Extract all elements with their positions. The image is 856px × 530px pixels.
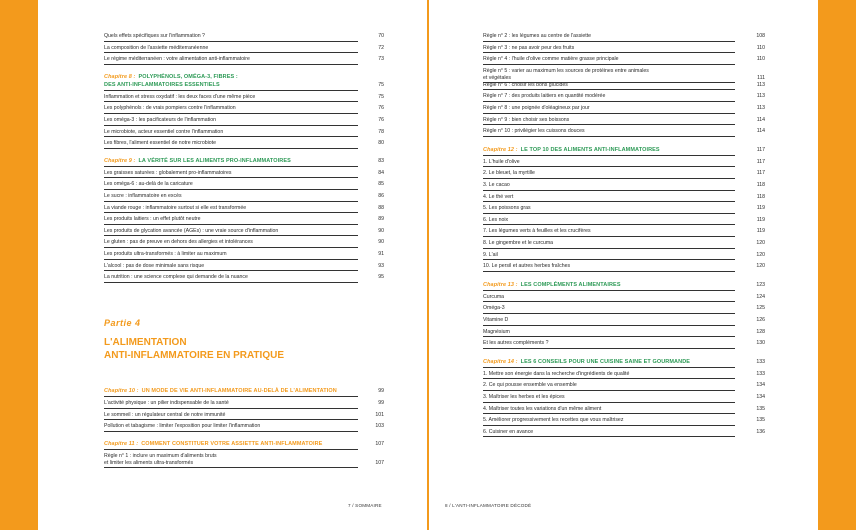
- toc-entry-title: 2. Ce qui pousse ensemble va ensemble: [483, 382, 577, 389]
- toc-entry-page: 103: [375, 423, 384, 430]
- toc-entry[interactable]: [38, 412, 427, 419]
- toc-entry-title: Les oméga-6 : au-delà de la caricature: [104, 181, 193, 188]
- toc-entry[interactable]: [429, 263, 818, 270]
- toc-underline: [104, 235, 358, 236]
- toc-entry-continued: [429, 75, 818, 82]
- chapter-page-number: 107: [375, 440, 384, 447]
- toc-underline: [104, 113, 358, 114]
- toc-underline: [104, 270, 358, 271]
- chapter-title: UN MODE DE VIE ANTI-INFLAMMATOIRE AU-DELÀ DE L'ALIMENTATION: [141, 388, 337, 394]
- part-label: Partie 4: [104, 318, 141, 328]
- toc-entry-page: 114: [756, 116, 765, 123]
- toc-entry-title: Règle n° 8 : une poignée d'oléagineux par jour: [483, 105, 590, 111]
- toc-entry[interactable]: [429, 68, 818, 75]
- chapter-number: Chapitre 11 :: [104, 440, 139, 447]
- toc-underline: [483, 190, 735, 191]
- toc-underline: [483, 436, 735, 437]
- toc-entry-title: Les polyphénols : de vrais pompiers contre l'inflammation: [104, 105, 236, 112]
- right-footer: 8 / L'ANTI-INFLAMMATOIRE DÉCODÉ: [445, 503, 532, 508]
- toc-entry[interactable]: [429, 294, 818, 301]
- toc-underline: [483, 313, 735, 314]
- toc-entry[interactable]: [429, 82, 818, 89]
- toc-underline: [104, 212, 358, 213]
- toc-entry-title: 2. Le bleuet, la myrtille: [483, 170, 535, 177]
- toc-entry-page: 84: [378, 169, 384, 176]
- toc-entry[interactable]: [38, 228, 427, 235]
- toc-entry-page: 134: [756, 382, 765, 389]
- toc-entry-page: 114: [756, 128, 765, 135]
- toc-entry[interactable]: [38, 170, 427, 177]
- toc-entry-page: 120: [756, 240, 765, 246]
- toc-entry-title: Et les autres compléments ?: [483, 340, 549, 347]
- toc-entry[interactable]: [429, 33, 818, 40]
- toc-underline: [483, 425, 735, 426]
- toc-entry-title: 6. Les noix: [483, 216, 509, 223]
- toc-entry-title: Le gluten : pas de preuve en dehors des allergies et intolérances: [104, 239, 253, 246]
- toc-entry-page: 118: [756, 193, 765, 200]
- toc-entry-title: Règle n° 2 : les légumes au centre de l'assiette: [483, 33, 592, 39]
- toc-entry-page: 72: [378, 44, 384, 51]
- toc-underline: [483, 101, 735, 102]
- toc-entry-continued: [38, 460, 427, 467]
- toc-underline: [104, 136, 358, 137]
- toc-entry-title: Quels effets spécifiques sur l'inflammation ?: [104, 33, 205, 39]
- toc-entry-page: 88: [378, 204, 384, 211]
- toc-entry-title: 1. Mettre son énergie dans la recherche d'ingrédients de qualité: [483, 370, 630, 377]
- toc-entry-page: 86: [378, 193, 384, 199]
- toc-entry-title: L'alcool : pas de dose minimale sans risque: [104, 262, 205, 269]
- toc-underline: [483, 89, 735, 90]
- toc-entry[interactable]: [429, 117, 818, 124]
- toc-entry-title: Pollution et tabagisme : limiter l'exposition pour limiter l'inflammation: [104, 423, 261, 430]
- chapter-underline: [104, 166, 358, 167]
- toc-entry-page: 76: [378, 117, 384, 123]
- toc-entry-title: Règle n° 10 : privilégier les cuissons douces: [483, 128, 585, 135]
- toc-underline: [483, 248, 735, 249]
- toc-entry[interactable]: [38, 45, 427, 52]
- chapter-page: [429, 282, 818, 289]
- toc-entry-title: Les graisses saturées : globalement pro-inflammatoires: [104, 169, 232, 176]
- toc-entry-title: 4. Le thé vert: [483, 193, 514, 200]
- part-title-2: ANTI-INFLAMMATOIRE EN PRATIQUE: [104, 350, 284, 361]
- toc-entry-title: 5. Les poissons gras: [483, 205, 531, 212]
- toc-entry[interactable]: [429, 182, 818, 189]
- toc-entry-title: Le sommeil : un régulateur central de notre immunité: [104, 411, 226, 418]
- toc-entry-page: 73: [378, 56, 384, 63]
- toc-entry[interactable]: [429, 56, 818, 63]
- toc-entry-page: 76: [378, 105, 384, 112]
- toc-entry-title: 6. Cuisiner en avance: [483, 428, 534, 435]
- toc-entry-title: Règle n° 3 : ne pas avoir peur des fruits: [483, 44, 575, 51]
- chapter-page-number: 75: [378, 81, 384, 88]
- toc-entry-page: 89: [378, 216, 384, 223]
- toc-entry-title: Règle n° 1 : inclure un maximum d'aliments bruts: [104, 452, 217, 459]
- chapter-page: [429, 359, 818, 366]
- toc-underline: [104, 125, 358, 126]
- toc-entry[interactable]: [429, 205, 818, 212]
- toc-entry-title-2: et végétales: [483, 74, 511, 81]
- toc-entry-title: Règle n° 5 : varier au maximum les sources de protéines entre animales: [483, 67, 649, 74]
- toc-entry[interactable]: [429, 252, 818, 259]
- toc-entry-title: Les oméga-3 : les pacificateurs de l'inflammation: [104, 117, 216, 123]
- toc-entry[interactable]: [38, 56, 427, 63]
- chapter-page: [38, 158, 427, 165]
- chapter-title: LA VÉRITÉ SUR LES ALIMENTS PRO-INFLAMMATOIRES: [138, 157, 291, 164]
- toc-entry-page: 125: [756, 305, 765, 312]
- chapter-page: [38, 82, 427, 89]
- toc-entry[interactable]: [38, 453, 427, 460]
- chapter-number: Chapitre 14 :: [483, 358, 518, 365]
- toc-entry-title: La composition de l'assiette méditerranéenne: [104, 44, 209, 51]
- chapter-page-number: 117: [756, 146, 765, 153]
- toc-entry-title: Les produits ultra-transformés : à limiter au maximum: [104, 251, 227, 257]
- toc-entry-page: 108: [756, 33, 765, 39]
- toc-entry-page: 136: [756, 428, 765, 435]
- toc-entry[interactable]: [429, 194, 818, 201]
- toc-entry[interactable]: [429, 417, 818, 424]
- toc-entry-page: 95: [378, 274, 384, 281]
- toc-entry-page: 117: [756, 170, 765, 177]
- toc-underline: [483, 41, 735, 42]
- toc-entry[interactable]: [38, 140, 427, 147]
- toc-entry-page: 119: [756, 205, 765, 212]
- toc-entry-page: 80: [378, 140, 384, 147]
- toc-underline: [483, 201, 735, 202]
- toc-entry-title: Magnésium: [483, 328, 510, 335]
- toc-entry-title: Les produits de glycation avancée (AGEs) : une vraie source d'inflammation: [104, 227, 279, 234]
- chapter-number: Chapitre 9 :: [104, 157, 136, 164]
- chapter-page-number: 133: [756, 358, 765, 365]
- toc-entry[interactable]: [38, 117, 427, 124]
- toc-entry[interactable]: [429, 128, 818, 135]
- chapter-title: COMMENT CONSTITUER VOTRE ASSIETTE ANTI-INFLAMMATOIRE: [141, 440, 323, 447]
- chapter-number: Chapitre 12 :: [483, 146, 518, 153]
- chapter-page: [38, 388, 427, 395]
- chapter-title: LE TOP 10 DES ALIMENTS ANTI-INFLAMMATOIRES: [520, 146, 660, 153]
- toc-entry-title: Inflammation et stress oxydatif : les deux faces d'une même pièce: [104, 93, 256, 100]
- chapter-title: LES COMPLÉMENTS ALIMENTAIRES: [520, 281, 621, 288]
- toc-entry[interactable]: [429, 305, 818, 312]
- left-footer: 7 / SOMMAIRE: [348, 503, 382, 508]
- toc-underline: [483, 166, 735, 167]
- chapter-underline: [483, 367, 735, 368]
- toc-entry[interactable]: [38, 94, 427, 101]
- toc-underline: [104, 224, 358, 225]
- chapter-underline: [483, 155, 735, 156]
- toc-entry[interactable]: [38, 274, 427, 281]
- toc-underline: [104, 282, 358, 283]
- toc-entry[interactable]: [429, 371, 818, 378]
- toc-entry[interactable]: [429, 394, 818, 401]
- toc-entry-page: 78: [378, 128, 384, 135]
- toc-entry-page: 70: [378, 33, 384, 39]
- toc-underline: [104, 467, 358, 468]
- toc-underline: [104, 419, 358, 420]
- toc-underline: [104, 247, 358, 248]
- toc-entry-page: 90: [378, 227, 384, 234]
- toc-entry-title: 7. Les légumes verts à feuilles et les crucifères: [483, 228, 591, 235]
- toc-entry[interactable]: [38, 216, 427, 223]
- toc-underline: [483, 301, 735, 302]
- toc-underline: [483, 378, 735, 379]
- toc-entry-page: 113: [756, 81, 765, 88]
- toc-underline: [483, 178, 735, 179]
- toc-entry-page: 135: [756, 417, 765, 424]
- toc-underline: [104, 64, 358, 65]
- toc-entry-page: 93: [378, 262, 384, 269]
- toc-entry-page: 124: [756, 293, 765, 300]
- chapter-underline: [104, 449, 358, 450]
- toc-underline: [104, 201, 358, 202]
- chapter-number: Chapitre 10 :: [104, 388, 139, 394]
- toc-entry[interactable]: [38, 400, 427, 407]
- toc-entry-title: Oméga-3: [483, 305, 505, 312]
- chapter-page-number: 123: [756, 281, 765, 288]
- toc-underline: [483, 271, 735, 272]
- right-page: [429, 0, 818, 530]
- toc-underline: [483, 113, 735, 114]
- chapter-heading[interactable]: [104, 74, 238, 80]
- toc-entry-title: Le microbiote, acteur essentiel contre l'inflammation: [104, 128, 224, 135]
- toc-entry-page: 128: [756, 328, 765, 335]
- toc-entry-title: Curcuma: [483, 293, 505, 300]
- toc-underline: [104, 41, 358, 42]
- toc-entry-title: Règle n° 6 : choisir les bons glucides: [483, 81, 568, 88]
- toc-underline: [104, 148, 358, 149]
- toc-entry-page: 90: [378, 239, 384, 246]
- toc-underline: [483, 336, 735, 337]
- toc-entry-page: 120: [756, 263, 765, 270]
- chapter-underline: [104, 396, 358, 397]
- toc-entry[interactable]: [429, 105, 818, 112]
- toc-underline: [104, 408, 358, 409]
- toc-underline: [104, 431, 358, 432]
- toc-entry[interactable]: [429, 45, 818, 52]
- toc-entry-page: 75: [378, 93, 384, 100]
- toc-entry-title: 10. Le persil et autres herbes fraîches: [483, 263, 571, 270]
- chapter-underline: [483, 290, 735, 291]
- part-title: L'ALIMENTATION: [104, 337, 187, 348]
- toc-entry-page: 107: [375, 459, 384, 466]
- toc-entry[interactable]: [429, 228, 818, 235]
- toc-underline: [483, 413, 735, 414]
- toc-entry[interactable]: [429, 429, 818, 436]
- toc-entry[interactable]: [38, 239, 427, 246]
- chapter-page-number: 83: [378, 157, 384, 164]
- toc-underline: [104, 189, 358, 190]
- toc-entry-page: 113: [756, 93, 765, 100]
- toc-entry-title: Règle n° 9 : bien choisir ses boissons: [483, 116, 570, 123]
- toc-entry-title: Le régime méditerranéen : votre alimentation anti-inflammatoire: [104, 56, 250, 63]
- toc-underline: [483, 325, 735, 326]
- toc-entry-title: La viande rouge : inflammatoire surtout si elle est transformée: [104, 204, 247, 211]
- toc-underline: [483, 259, 735, 260]
- toc-entry[interactable]: [38, 205, 427, 212]
- chapter-title: LES 6 CONSEILS POUR UNE CUISINE SAINE ET GOURMANDE: [520, 358, 691, 365]
- toc-entry-title: 3. Le cacao: [483, 182, 510, 188]
- toc-entry-title: Les fibres, l'aliment essentiel de notre microbiote: [104, 140, 216, 147]
- toc-underline: [104, 101, 358, 102]
- toc-entry[interactable]: [429, 240, 818, 247]
- toc-underline: [483, 52, 735, 53]
- chapter-title-2: DES ANTI-INFLAMMATOIRES ESSENTIELS: [104, 81, 220, 88]
- toc-entry-title: La nutrition : une science complexe qui demande de la nuance: [104, 274, 248, 281]
- toc-underline: [483, 124, 735, 125]
- toc-underline: [483, 64, 735, 65]
- toc-entry[interactable]: [429, 329, 818, 336]
- toc-entry-title: Le sucre : inflammatoire en excès: [104, 193, 182, 199]
- toc-underline: [104, 52, 358, 53]
- toc-entry-page: 91: [378, 251, 384, 257]
- toc-entry-page: 99: [378, 400, 384, 406]
- toc-entry-page: 113: [756, 105, 765, 111]
- toc-entry-page: 120: [756, 251, 765, 258]
- toc-underline: [104, 177, 358, 178]
- toc-entry-page: 133: [756, 370, 765, 377]
- toc-entry-page: 119: [756, 216, 765, 223]
- chapter-number: Chapitre 8 :: [104, 73, 136, 80]
- toc-entry[interactable]: [38, 423, 427, 430]
- toc-underline: [483, 136, 735, 137]
- toc-entry-page: 119: [756, 228, 765, 235]
- toc-entry[interactable]: [429, 406, 818, 413]
- chapter-title: POLYPHÉNOLS, OMÉGA-3, FIBRES :: [138, 73, 238, 80]
- toc-entry-title: L'activité physique : un pilier indispensable de la santé: [104, 400, 229, 406]
- toc-entry-page: 134: [756, 394, 765, 400]
- toc-entry-title: 5. Améliorer progressivement les recettes que vous maîtrisez: [483, 417, 624, 424]
- toc-entry[interactable]: [38, 33, 427, 40]
- chapter-page: [38, 441, 427, 448]
- toc-underline: [483, 213, 735, 214]
- toc-entry-page: 135: [756, 405, 765, 412]
- toc-entry[interactable]: [38, 263, 427, 270]
- toc-entry[interactable]: [38, 181, 427, 188]
- chapter-underline: [104, 90, 358, 91]
- chapter-number: Chapitre 13 :: [483, 281, 518, 288]
- toc-entry-title: Règle n° 7 : des produits laitiers en quantité modérée: [483, 93, 606, 100]
- toc-entry[interactable]: [429, 159, 818, 166]
- toc-entry-title: Règle n° 4 : l'huile d'olive comme matière grasse principale: [483, 56, 619, 63]
- toc-entry-title: Vitamine D: [483, 317, 509, 323]
- toc-underline: [483, 348, 735, 349]
- toc-entry-page: 111: [757, 74, 765, 81]
- toc-underline: [483, 402, 735, 403]
- toc-entry-title: 9. L'ail: [483, 251, 498, 258]
- toc-entry[interactable]: [429, 382, 818, 389]
- toc-entry-title: 4. Maîtriser toutes les variations d'un même aliment: [483, 405, 602, 412]
- toc-entry-page: 117: [756, 158, 765, 165]
- toc-entry[interactable]: [38, 105, 427, 112]
- chapter-page: [429, 147, 818, 154]
- toc-entry-page: 101: [375, 411, 384, 418]
- toc-underline: [104, 259, 358, 260]
- toc-underline: [483, 390, 735, 391]
- left-page: [38, 0, 427, 530]
- toc-entry-title: 3. Maîtriser les herbes et les épices: [483, 394, 565, 400]
- toc-underline: [483, 224, 735, 225]
- toc-entry[interactable]: [429, 93, 818, 100]
- toc-entry-page: 110: [756, 56, 765, 63]
- toc-entry[interactable]: [429, 170, 818, 177]
- toc-entry-title: Les produits laitiers : un effet plutôt neutre: [104, 216, 201, 223]
- toc-entry[interactable]: [429, 340, 818, 347]
- toc-entry-page: 118: [756, 182, 765, 188]
- toc-entry-page: 85: [378, 181, 384, 188]
- toc-entry[interactable]: [38, 193, 427, 200]
- toc-entry[interactable]: [38, 251, 427, 258]
- toc-entry-title: 1. L'huile d'olive: [483, 158, 520, 165]
- chapter-page-number: 99: [378, 388, 384, 394]
- toc-entry-page: 130: [756, 340, 765, 347]
- toc-entry-page: 110: [756, 44, 765, 51]
- toc-entry[interactable]: [429, 217, 818, 224]
- toc-entry-title: 8. Le gingembre et le curcuma: [483, 240, 554, 246]
- toc-underline: [483, 236, 735, 237]
- toc-entry-title-2: et limiter les aliments ultra-transformés: [104, 459, 194, 466]
- toc-entry[interactable]: [429, 317, 818, 324]
- toc-entry[interactable]: [38, 129, 427, 136]
- toc-entry-page: 126: [756, 317, 765, 323]
